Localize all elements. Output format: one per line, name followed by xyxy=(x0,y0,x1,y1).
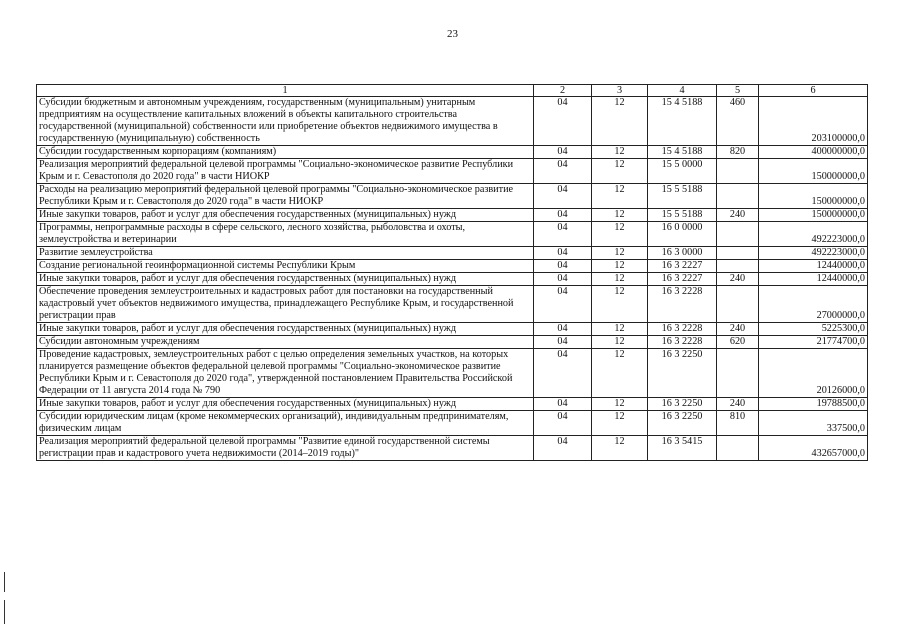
margin-mark xyxy=(4,600,5,624)
expense-type-cell xyxy=(717,286,759,323)
header-cell: 2 xyxy=(534,85,592,97)
section-cell: 04 xyxy=(534,323,592,336)
subsection-cell: 12 xyxy=(592,97,648,146)
table-row xyxy=(37,97,868,146)
row-name-cell: Субсидии автономным учреждениям xyxy=(37,336,534,349)
section-cell: 04 xyxy=(534,411,592,436)
amount-cell: 432657000,0 xyxy=(759,436,868,461)
amount-cell: 5225300,0 xyxy=(759,323,868,336)
row-name-cell: Программы, непрограммные расходы в сфере сельского, лесного хозяйства, рыболовства и охоты, землеустройства и ветеринарии xyxy=(37,222,534,247)
subsection-cell: 12 xyxy=(592,398,648,411)
section-cell: 04 xyxy=(534,247,592,260)
row-name-cell: Обеспечение проведения землеустроительных и кадастровых работ для постановки на государственный кадастровый учет объектов недвижимого имущества, принадлежащего Республике Крым, и государственной регистрации прав xyxy=(37,286,534,323)
subsection-cell: 12 xyxy=(592,323,648,336)
row-name-cell: Развитие землеустройства xyxy=(37,247,534,260)
amount-cell: 21774700,0 xyxy=(759,336,868,349)
amount-cell: 19788500,0 xyxy=(759,398,868,411)
subsection-cell: 12 xyxy=(592,349,648,398)
section-cell: 04 xyxy=(534,209,592,222)
subsection-cell: 12 xyxy=(592,247,648,260)
amount-cell: 337500,0 xyxy=(759,411,868,436)
header-row xyxy=(37,85,868,97)
table-row xyxy=(37,247,868,260)
subsection-cell: 12 xyxy=(592,146,648,159)
subsection-cell: 12 xyxy=(592,273,648,286)
section-cell: 04 xyxy=(534,436,592,461)
row-name-cell: Создание региональной геоинформационной системы Республики Крым xyxy=(37,260,534,273)
amount-cell: 150000000,0 xyxy=(759,159,868,184)
table-row xyxy=(37,398,868,411)
target-article-cell: 15 4 5188 xyxy=(648,146,717,159)
subsection-cell: 12 xyxy=(592,184,648,209)
expense-type-cell xyxy=(717,184,759,209)
expense-type-cell xyxy=(717,260,759,273)
amount-cell: 27000000,0 xyxy=(759,286,868,323)
row-name-cell: Субсидии государственным корпорациям (компаниям) xyxy=(37,146,534,159)
table-row xyxy=(37,184,868,209)
target-article-cell: 16 3 2250 xyxy=(648,398,717,411)
table-row xyxy=(37,159,868,184)
subsection-cell: 12 xyxy=(592,209,648,222)
table-row xyxy=(37,411,868,436)
expense-type-cell xyxy=(717,436,759,461)
amount-cell: 492223000,0 xyxy=(759,247,868,260)
table-row xyxy=(37,146,868,159)
subsection-cell: 12 xyxy=(592,336,648,349)
subsection-cell: 12 xyxy=(592,159,648,184)
target-article-cell: 16 3 2227 xyxy=(648,260,717,273)
row-name-cell: Иные закупки товаров, работ и услуг для обеспечения государственных (муниципальных) нужд xyxy=(37,273,534,286)
target-article-cell: 16 3 2228 xyxy=(648,286,717,323)
table-row xyxy=(37,222,868,247)
target-article-cell: 16 0 0000 xyxy=(648,222,717,247)
target-article-cell: 15 4 5188 xyxy=(648,97,717,146)
table-row xyxy=(37,323,868,336)
row-name-cell: Расходы на реализацию мероприятий федеральной целевой программы "Социально-экономическое развитие Республики Крым и г. Севастополя до 2020 года" в части НИОКР xyxy=(37,184,534,209)
header-cell: 6 xyxy=(759,85,868,97)
row-name-cell: Иные закупки товаров, работ и услуг для обеспечения государственных (муниципальных) нужд xyxy=(37,323,534,336)
target-article-cell: 16 3 2227 xyxy=(648,273,717,286)
section-cell: 04 xyxy=(534,146,592,159)
target-article-cell: 15 5 5188 xyxy=(648,184,717,209)
amount-cell: 150000000,0 xyxy=(759,209,868,222)
expense-type-cell: 820 xyxy=(717,146,759,159)
expense-type-cell: 460 xyxy=(717,97,759,146)
amount-cell: 20126000,0 xyxy=(759,349,868,398)
target-article-cell: 16 3 2228 xyxy=(648,336,717,349)
row-name-cell: Проведение кадастровых, землеустроительных работ с целью определения земельных участков, на которых планируется размещение объектов федеральной целевой программы "Социально-экономическое развитие Республики Крым и г. Севастополя до 2020 года", утвержденной постановлением Правительства Российской Федерации от 11 августа 2014 года № 790 xyxy=(37,349,534,398)
amount-cell: 150000000,0 xyxy=(759,184,868,209)
amount-cell: 400000000,0 xyxy=(759,146,868,159)
row-name-cell: Иные закупки товаров, работ и услуг для обеспечения государственных (муниципальных) нужд xyxy=(37,398,534,411)
row-name-cell: Реализация мероприятий федеральной целевой программы "Развитие единой государственной системы регистрации прав и кадастрового учета недвижимости (2014–2019 годы)" xyxy=(37,436,534,461)
section-cell: 04 xyxy=(534,97,592,146)
expense-type-cell xyxy=(717,247,759,260)
target-article-cell: 15 5 5188 xyxy=(648,209,717,222)
target-article-cell: 16 3 5415 xyxy=(648,436,717,461)
expense-type-cell: 240 xyxy=(717,398,759,411)
target-article-cell: 16 3 2228 xyxy=(648,323,717,336)
section-cell: 04 xyxy=(534,336,592,349)
amount-cell: 203100000,0 xyxy=(759,97,868,146)
expense-type-cell: 240 xyxy=(717,209,759,222)
amount-cell: 492223000,0 xyxy=(759,222,868,247)
amount-cell: 12440000,0 xyxy=(759,260,868,273)
margin-mark xyxy=(4,572,5,592)
expense-type-cell xyxy=(717,222,759,247)
section-cell: 04 xyxy=(534,286,592,323)
section-cell: 04 xyxy=(534,273,592,286)
row-name-cell: Субсидии бюджетным и автономным учреждениям, государственным (муниципальным) унитарным предприятиям на осуществление капитальных вложений в объекты капитального строительства государственной (муниципальной) собственности или приобретение объектов недвижимого имущества в государственную (муниципальную) собственность xyxy=(37,97,534,146)
expense-type-cell xyxy=(717,159,759,184)
section-cell: 04 xyxy=(534,398,592,411)
target-article-cell: 15 5 0000 xyxy=(648,159,717,184)
table-row xyxy=(37,349,868,398)
table-row xyxy=(37,436,868,461)
row-name-cell: Иные закупки товаров, работ и услуг для обеспечения государственных (муниципальных) нужд xyxy=(37,209,534,222)
header-cell: 5 xyxy=(717,85,759,97)
subsection-cell: 12 xyxy=(592,411,648,436)
subsection-cell: 12 xyxy=(592,260,648,273)
expense-type-cell: 240 xyxy=(717,273,759,286)
section-cell: 04 xyxy=(534,184,592,209)
subsection-cell: 12 xyxy=(592,436,648,461)
expense-type-cell xyxy=(717,349,759,398)
target-article-cell: 16 3 2250 xyxy=(648,349,717,398)
expense-type-cell: 620 xyxy=(717,336,759,349)
section-cell: 04 xyxy=(534,222,592,247)
section-cell: 04 xyxy=(534,349,592,398)
table-row xyxy=(37,209,868,222)
expense-type-cell: 810 xyxy=(717,411,759,436)
budget-table xyxy=(36,84,868,461)
header-cell: 1 xyxy=(37,85,534,97)
table-row xyxy=(37,336,868,349)
target-article-cell: 16 3 2250 xyxy=(648,411,717,436)
row-name-cell: Субсидии юридическим лицам (кроме некоммерческих организаций), индивидуальным предпринимателям, физическим лицам xyxy=(37,411,534,436)
row-name-cell: Реализация мероприятий федеральной целевой программы "Социально-экономическое развитие Республики Крым и г. Севастополя до 2020 года" в части НИОКР xyxy=(37,159,534,184)
header-cell: 3 xyxy=(592,85,648,97)
subsection-cell: 12 xyxy=(592,222,648,247)
expense-type-cell: 240 xyxy=(717,323,759,336)
page-number: 23 xyxy=(447,28,458,40)
section-cell: 04 xyxy=(534,260,592,273)
header-cell: 4 xyxy=(648,85,717,97)
table-row xyxy=(37,286,868,323)
table-row xyxy=(37,260,868,273)
section-cell: 04 xyxy=(534,159,592,184)
amount-cell: 12440000,0 xyxy=(759,273,868,286)
target-article-cell: 16 3 0000 xyxy=(648,247,717,260)
table-row xyxy=(37,273,868,286)
subsection-cell: 12 xyxy=(592,286,648,323)
